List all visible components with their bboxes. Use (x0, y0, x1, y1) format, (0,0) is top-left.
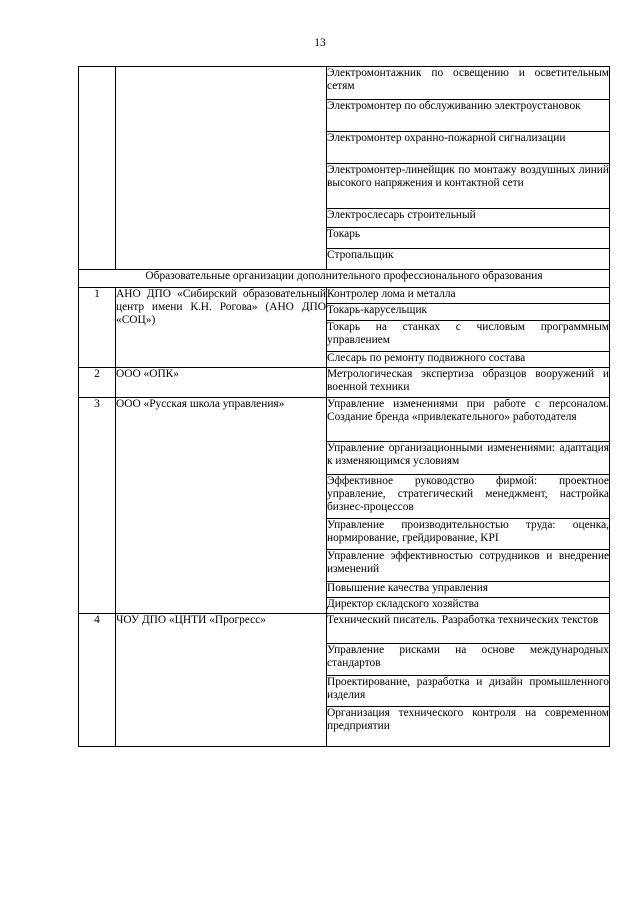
table-row (79, 270, 610, 288)
profession-cell: Электромонтер-линейщик по монтажу воздушных линий высокого напряжения и контактной сети (327, 164, 610, 209)
program-cell: Токарь-карусельщик (327, 304, 610, 321)
program-cell: Метрологическая экспертиза образцов вооружений и военной техники (327, 368, 610, 398)
organization-name: ЧОУ ДПО «ЦНТИ «Прогресс» (116, 614, 327, 747)
number-cell (79, 67, 116, 270)
program-cell: Контролер лома и металла (327, 288, 610, 304)
profession-cell: Токарь (327, 228, 610, 249)
program-cell: Проектирование, разработка и дизайн промышленного изделия (327, 676, 610, 707)
program-cell: Управление изменениями при работе с персоналом. Создание бренда «привлекательного» работодателя (327, 398, 610, 442)
program-cell: Технический писатель. Разработка технических текстов (327, 614, 610, 644)
row-number: 4 (79, 614, 116, 747)
profession-cell: Электрослесарь строительный (327, 209, 610, 228)
profession-cell: Электромонтер охранно-пожарной сигнализации (327, 132, 610, 164)
program-cell: Эффективное руководство фирмой: проектное управление, стратегический менеджмент, настройка бизнес-процессов (327, 475, 610, 519)
program-cell: Управление организационными изменениями: адаптация к изменяющимся условиям (327, 442, 610, 475)
table-row (79, 398, 610, 442)
page-number: 13 (314, 37, 326, 49)
program-cell: Директор складского хозяйства (327, 598, 610, 614)
program-cell: Управление рисками на основе международных стандартов (327, 644, 610, 676)
program-cell: Повышение качества управления (327, 582, 610, 598)
program-cell: Управление эффективностью сотрудников и внедрение изменений (327, 550, 610, 582)
organization-name: ООО «Русская школа управления» (116, 398, 327, 614)
organization-cell (116, 67, 327, 270)
program-cell: Организация технического контроля на современном предприятии (327, 707, 610, 747)
row-number: 2 (79, 368, 116, 398)
program-cell: Управление производительностью труда: оценка, нормирование, грейдирование, KPI (327, 519, 610, 550)
organization-name: ООО «ОПК» (116, 368, 327, 398)
program-cell: Токарь на станках с числовым программным управлением (327, 321, 610, 352)
row-number: 3 (79, 398, 116, 614)
organization-name: АНО ДПО «Сибирский образовательный центр имени К.Н. Рогова» (АНО ДПО «СОЦ») (116, 288, 327, 368)
organizations-table (78, 66, 610, 747)
table-row (79, 67, 610, 100)
section-heading: Образовательные организации дополнительного профессионального образования (79, 270, 610, 288)
table-row (79, 614, 610, 644)
profession-cell: Электромонтажник по освещению и осветительным сетям (327, 67, 610, 100)
table-row (79, 368, 610, 398)
profession-cell: Стропальщик (327, 249, 610, 270)
profession-cell: Электромонтер по обслуживанию электроустановок (327, 100, 610, 132)
table-row (79, 288, 610, 304)
program-cell: Слесарь по ремонту подвижного состава (327, 352, 610, 368)
row-number: 1 (79, 288, 116, 368)
